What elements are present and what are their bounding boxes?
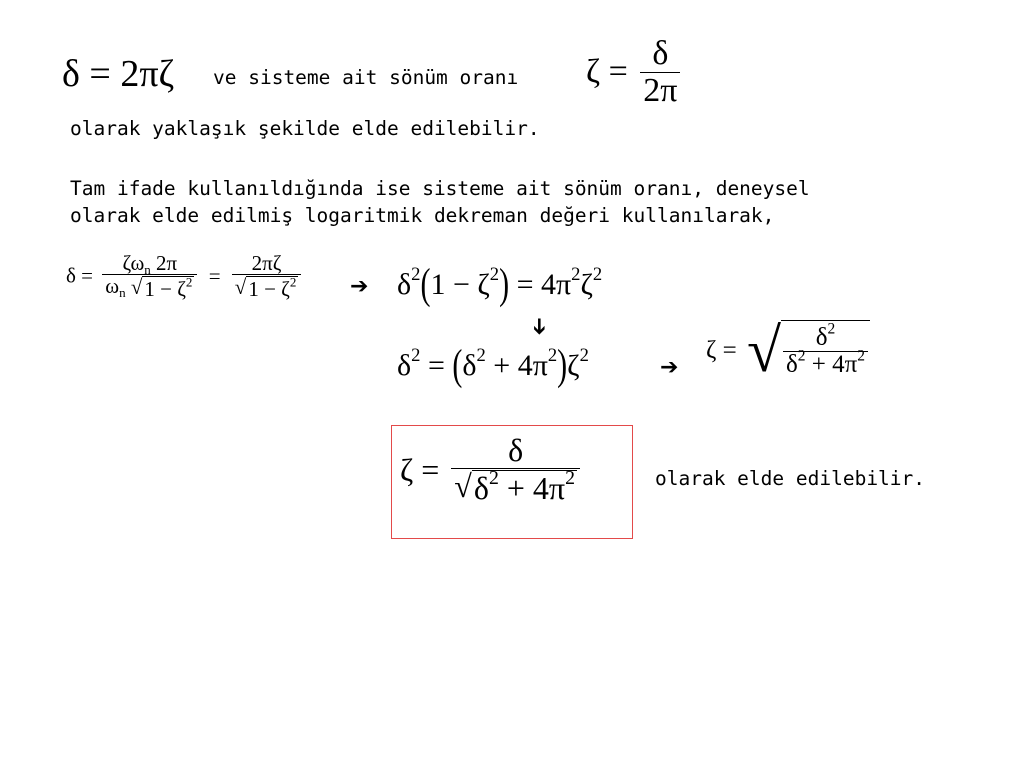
text-line-2: olarak yaklaşık şekilde elde edilebilir. [70,117,540,140]
equation-zeta-approx: ζ = $\frac{\delta}{2\pi}$ [586,36,680,108]
equation-delta-exact: δ = $\zeta\omega_n$ 2π $\omega_n$ √ $1 - \zeta^2$ = 2πζ √ $1 - \zeta^2$ [66,252,301,300]
equation-rearranged: $\delta^2 = (\delta^2 + 4\pi^2)\zeta^2$ [397,341,589,390]
equation-zeta-final: ζ = δ √ $\delta^2 + 4\pi^2$ [400,434,580,506]
text-line-1: ve sisteme ait sönüm oranı [213,66,519,89]
equation-squared: $\delta^2(1 - \zeta^2) = 4\pi^2\zeta^2$ [397,260,603,309]
equation-zeta-root: ζ = √ $\frac{\delta^2}{\delta^2 + 4\pi^2}$ [706,320,870,382]
down-arrow-icon: ➔ [526,317,552,336]
equation-delta-approx: δ = 2πζ [62,53,175,95]
right-arrow-icon: ➔ [350,274,369,299]
right-arrow-icon-2: ➔ [660,355,679,380]
result-text: olarak elde edilebilir. [655,467,926,490]
paragraph-line-2: olarak elde edilmiş logaritmik dekreman değeri kullanılarak, [70,204,775,227]
result-highlight-box [391,425,633,539]
paragraph-line-1: Tam ifade kullanıldığında ise sisteme ait sönüm oranı, deneysel [70,177,810,200]
